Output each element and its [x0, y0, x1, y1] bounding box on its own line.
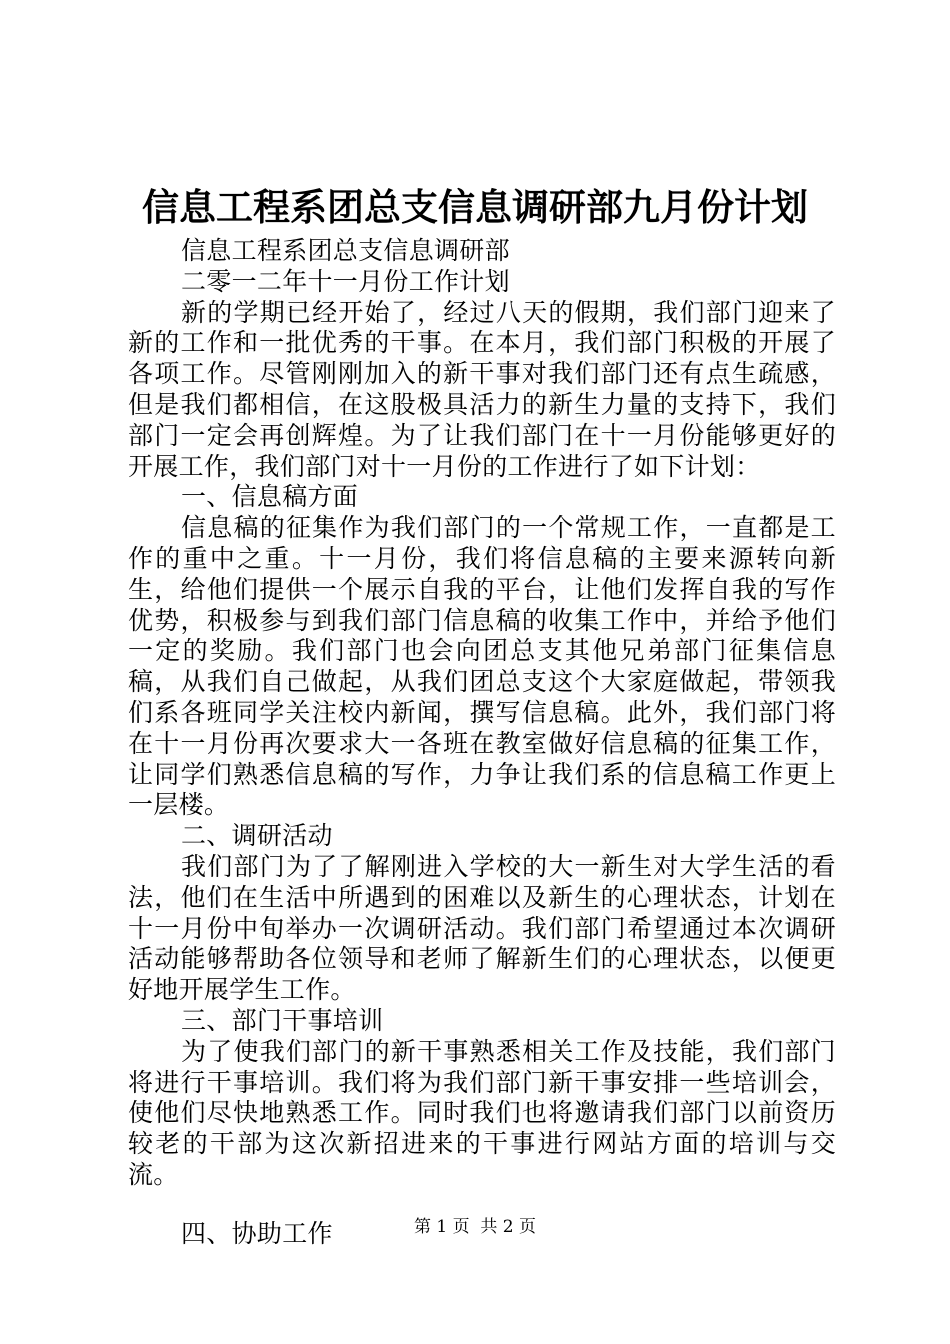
section-heading: 一、信息稿方面 [181, 482, 359, 512]
section-heading: 四、协助工作 [181, 1218, 333, 1248]
date-line: 二零一二年十一月份工作计划 [181, 266, 510, 296]
section-heading: 二、调研活动 [181, 821, 333, 851]
section-paragraph: 为了使我们部门的新干事熟悉相关工作及技能，我们部门将进行干事培训。我们将为我们部门新干事安排一些培训会，使他们尽快地熟悉工作。同时我们也将邀请我们部门以前资历较老的干部为这次新招进来的干事进行网站方面的培训与交流。 [128, 1036, 836, 1189]
intro-paragraph: 新的学期已经开始了，经过八天的假期，我们部门迎来了新的工作和一批优秀的干事。在本月，我们部门积极的开展了各项工作。尽管刚刚加入的新干事对我们部门还有点生疏感，但是我们都相信，在这股极具活力的新生力量的支持下，我们部门一定会再创辉煌。为了让我们部门在十一月份能够更好的开展工作，我们部门对十一月份的工作进行了如下计划： [128, 297, 836, 481]
section-heading: 三、部门干事培训 [181, 1005, 384, 1035]
section-paragraph: 我们部门为了了解刚进入学校的大一新生对大学生活的看法，他们在生活中所遇到的困难以及新生的心理状态，计划在十一月份中旬举办一次调研活动。我们部门希望通过本次调研活动能够帮助各位领导和老师了解新生们的心理状态，以便更好地开展学生工作。 [128, 851, 836, 1005]
org-line: 信息工程系团总支信息调研部 [181, 236, 510, 265]
document-body [128, 236, 836, 1250]
page-title: 信息工程系团总支信息调研部九月份计划 [142, 186, 808, 229]
page-number: 第 1 页 共 2 页 [413, 1217, 537, 1237]
page-footer [0, 1215, 950, 1239]
section-paragraph: 信息稿的征集作为我们部门的一个常规工作，一直都是工作的重中之重。十一月份，我们将信息稿的主要来源转向新生，给他们提供一个展示自我的平台，让他们发挥自我的写作优势，积极参与到我们部门信息稿的收集工作中，并给予他们一定的奖励。我们部门也会向团总支其他兄弟部门征集信息稿，从我们自己做起，从我们团总支这个大家庭做起，带领我们系各班同学关注校内新闻，撰写信息稿。此外，我们部门将在十一月份再次要求大一各班在教室做好信息稿的征集工作，让同学们熟悉信息稿的写作，力争让我们系的信息稿工作更上一层楼。 [128, 513, 836, 820]
